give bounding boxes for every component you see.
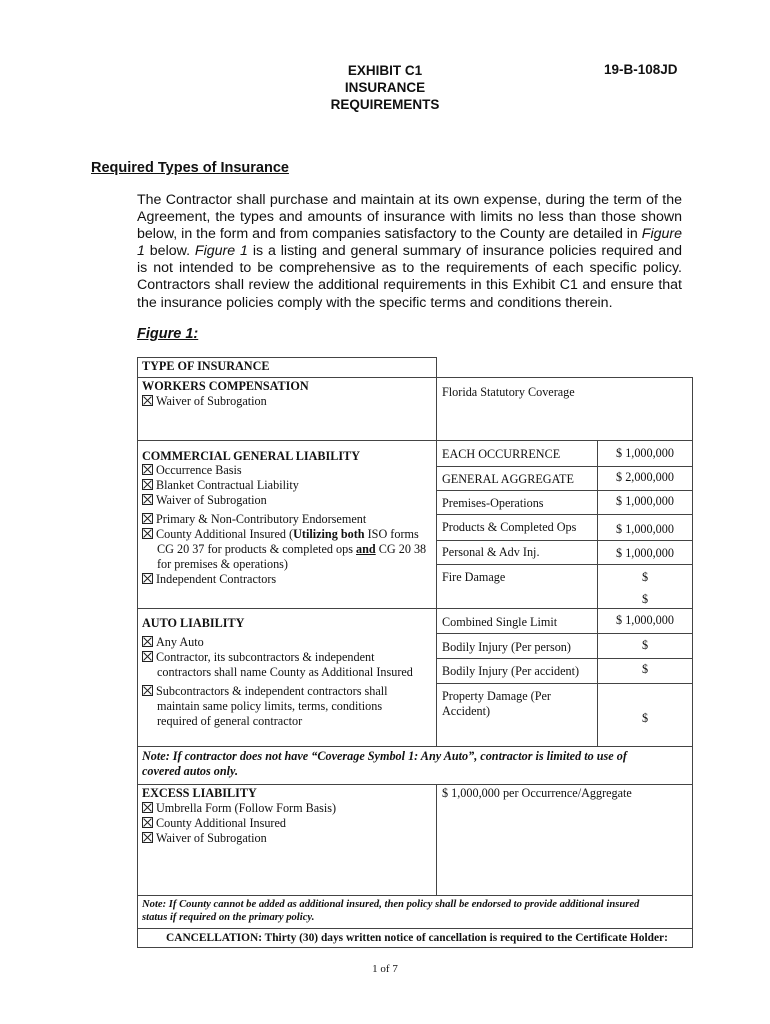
row-divider-excess (137, 895, 693, 896)
checked-box-icon (142, 494, 153, 505)
checked-box-icon (142, 817, 153, 828)
auto-note-line1: Note: If contractor does not have “Coverage Symbol 1: Any Auto”, contractor is limited to use of (142, 749, 627, 763)
checked-box-icon (142, 395, 153, 406)
checked-box-icon (142, 528, 153, 539)
workers-comp-title: WORKERS COMPENSATION (142, 379, 309, 393)
cgl-item-label: Primary & Non-Contributory Endorsement (156, 512, 367, 526)
cgl-limit-value: $ 1,000,000 (616, 446, 674, 460)
auto-contractor-label: Contractor, its subcontractors & independent (156, 650, 375, 664)
workers-comp-waiver (142, 394, 267, 409)
checked-box-icon (142, 479, 153, 490)
cgl-limit-label: GENERAL AGGREGATE (442, 472, 574, 486)
cgl-row-line (436, 466, 693, 467)
auto-limit-value: $ (641, 662, 649, 676)
auto-any-auto-label: Any Auto (156, 635, 204, 649)
auto-row-line (436, 658, 693, 659)
checked-box-icon (142, 651, 153, 662)
intro-text-a: The Contractor shall purchase and maintain at its own expense, during the term of the Agreement, the types and amounts of insurance with limits no less than those shown below, in the form and from companies satisfactory to the County are detailed in (137, 192, 682, 243)
cgl-title: COMMERCIAL GENERAL LIABILITY (142, 449, 361, 463)
auto-contractor (142, 650, 375, 665)
page-number: 1 of 7 (372, 963, 398, 975)
auto-row-line (436, 633, 693, 634)
row-divider-cgl (137, 608, 693, 609)
row-divider-wc (137, 440, 693, 441)
column-divider-excess (436, 784, 437, 896)
checked-box-icon (142, 573, 153, 584)
cgl-item (142, 493, 267, 508)
cgl-item-label: Waiver of Subrogation (156, 493, 267, 507)
cgl-row-line (436, 564, 693, 565)
cgl-row-line (436, 514, 693, 515)
cgl-item (142, 512, 366, 527)
row-divider-auto-note (137, 784, 693, 785)
exhibit-header (300, 62, 470, 113)
cgl-county-emphasis: and (356, 542, 376, 556)
checked-box-icon (142, 636, 153, 647)
excess-item (142, 831, 267, 846)
cgl-limit-value: $ 1,000,000 (616, 494, 674, 508)
county-note-line1: Note: If County cannot be added as additional insured, then policy shall be endorsed to provide additional insured (142, 899, 640, 910)
auto-limit-value: $ (641, 638, 649, 652)
auto-note-line2: covered autos only. (142, 764, 239, 778)
auto-subcontractors-line2: maintain same policy limits, terms, conditions (157, 699, 383, 713)
cgl-limit-label: Personal & Adv Inj. (442, 545, 540, 559)
cgl-county-emphasis: Utilizing both (293, 527, 365, 541)
cgl-item (142, 463, 242, 478)
cgl-limit-value: $ 1,000,000 (616, 522, 674, 536)
cgl-row-line (436, 540, 693, 541)
workers-comp-coverage: Florida Statutory Coverage (442, 385, 575, 399)
checked-box-icon (142, 464, 153, 475)
row-divider-auto (137, 746, 693, 747)
cgl-county-text: CG 20 38 (375, 542, 427, 556)
excess-title: EXCESS LIABILITY (142, 786, 257, 800)
checked-box-icon (142, 832, 153, 843)
auto-limit-value: $ 1,000,000 (616, 613, 674, 627)
auto-title: AUTO LIABILITY (142, 616, 245, 630)
checked-box-icon (142, 685, 153, 696)
cgl-limit-label: Fire Damage (442, 570, 506, 584)
intro-text-c: is a listing and general summary of insurance policies required and is not intended to be comprehensive as to the requirements of each specific policy. Contractors shall review the additional requirements in this Exhibit C1 and ensure that the insurance policies comply with the specific terms and conditions therein. (137, 243, 682, 311)
cgl-extra-value: $ (641, 592, 649, 606)
auto-any-auto (142, 635, 204, 650)
intro-figure-ref-1: Figure 1 (137, 226, 682, 260)
excess-item-label: Umbrella Form (Follow Form Basis) (156, 801, 337, 815)
cgl-limit-value: $ (641, 570, 649, 584)
type-header: TYPE OF INSURANCE (142, 359, 270, 373)
cgl-item (142, 478, 299, 493)
auto-subcontractors (142, 684, 388, 699)
cgl-county-text: County Additional Insured ( (156, 527, 294, 541)
excess-item (142, 816, 286, 831)
cgl-item-label: Blanket Contractual Liability (156, 478, 299, 492)
document-number: 19-B-108JD (604, 62, 678, 77)
intro-figure-ref-2: Figure 1 (194, 243, 248, 260)
cgl-county-premises: for premises & operations) (157, 557, 288, 571)
column-divider (436, 377, 437, 747)
county-note-line2: status if required on the primary policy. (142, 912, 315, 923)
auto-limit-label: Bodily Injury (Per person) (442, 640, 571, 654)
auto-property-value: $ (641, 711, 649, 725)
auto-property-damage-line2: Accident) (442, 704, 491, 718)
cgl-independent-label: Independent Contractors (156, 572, 277, 586)
excess-item-label: Waiver of Subrogation (156, 831, 267, 845)
workers-comp-waiver-label: Waiver of Subrogation (156, 394, 267, 408)
cgl-limit-label: Premises-Operations (442, 496, 544, 510)
excess-coverage: $ 1,000,000 per Occurrence/Aggregate (442, 786, 632, 800)
row-divider-note (137, 928, 693, 929)
auto-property-damage: Property Damage (Per (442, 689, 551, 703)
excess-item (142, 801, 336, 816)
figure-label: Figure 1: (137, 326, 199, 342)
cgl-limit-label: EACH OCCURRENCE (442, 447, 561, 461)
cgl-limit-label: Products & Completed Ops (442, 520, 577, 534)
cgl-limit-value: $ 2,000,000 (616, 470, 674, 484)
exhibit-subtitle-2: REQUIREMENTS (330, 97, 440, 112)
auto-row-line (436, 683, 693, 684)
auto-contractor-line2: contractors shall name County as Additional Insured (157, 665, 413, 679)
auto-limit-label: Bodily Injury (Per accident) (442, 664, 580, 678)
cgl-county-text: ISO forms (364, 527, 419, 541)
cgl-county-insured (142, 527, 419, 542)
intro-text-b: below. (144, 243, 195, 260)
auto-subcontractors-line3: required of general contractor (157, 714, 303, 728)
cgl-county-text: CG 20 37 for products & completed ops (157, 542, 357, 556)
exhibit-subtitle-1: INSURANCE (344, 80, 426, 95)
checked-box-icon (142, 802, 153, 813)
excess-item-label: County Additional Insured (156, 816, 286, 830)
checked-box-icon (142, 513, 153, 524)
auto-limit-label: Combined Single Limit (442, 615, 558, 629)
cgl-independent (142, 572, 276, 587)
cancellation-notice: CANCELLATION: Thirty (30) days written notice of cancellation is required to the Certificate Holder: (166, 932, 668, 944)
exhibit-title: EXHIBIT C1 (347, 63, 423, 78)
intro-paragraph (137, 192, 682, 312)
cgl-county-forms (157, 542, 426, 557)
section-title: Required Types of Insurance (91, 160, 289, 176)
auto-subcontractors-label: Subcontractors & independent contractors shall (156, 684, 388, 698)
cgl-row-line (436, 490, 693, 491)
cgl-limit-value: $ 1,000,000 (616, 546, 674, 560)
cgl-item-label: Occurrence Basis (156, 463, 242, 477)
